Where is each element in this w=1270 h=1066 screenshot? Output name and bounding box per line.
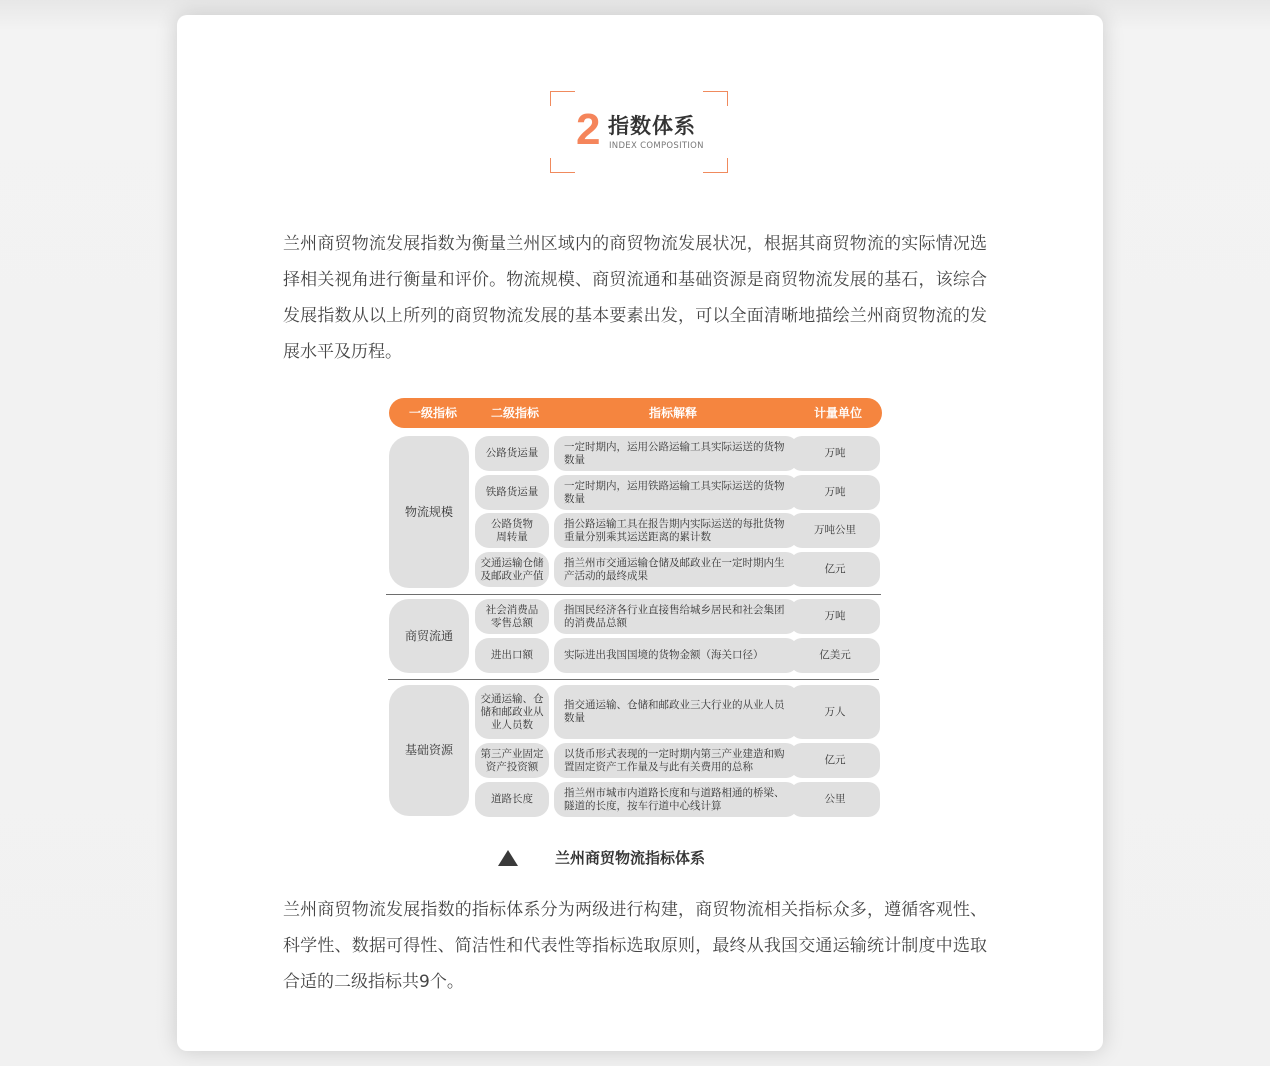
indicator-name: 铁路货运量 (475, 475, 549, 510)
header-level1: 一级指标 (408, 406, 457, 420)
indicator-desc: 指公路运输工具在报告期内实际运送的每批货物重量分别乘其运送距离的累计数 (554, 513, 798, 548)
indicator-name: 公路货运量 (475, 436, 549, 471)
frame-corner (703, 91, 728, 106)
table-header (389, 398, 882, 428)
summary-paragraph: 兰州商贸物流发展指数的指标体系分为两级进行构建，商贸物流相关指标众多，遵循客观性、科学性、数据可得性、简洁性和代表性等指标选取原则，最终从我国交通运输统计制度中选取合适的二级指标共9个。 (283, 900, 987, 992)
indicator-name: 交通运输仓储及邮政业产值 (475, 552, 549, 587)
section-heading (550, 91, 728, 173)
indicator-desc: 一定时期内，运用铁路运输工具实际运送的货物数量 (554, 475, 798, 510)
indicator-desc: 指交通运输、仓储和邮政业三大行业的从业人员数量 (554, 685, 798, 739)
indicator-name: 进出口额 (475, 638, 549, 673)
indicator-unit: 万吨 (790, 436, 880, 471)
indicator-name: 道路长度 (475, 782, 549, 817)
header-explanation: 指标解释 (648, 406, 697, 420)
indicator-unit: 万吨 (790, 475, 880, 510)
header-unit: 计量单位 (813, 406, 862, 420)
triangle-up-icon (498, 850, 518, 866)
indicator-desc: 指兰州市城市内道路长度和与道路相通的桥梁、隧道的长度，按车行道中心线计算 (554, 782, 798, 817)
indicator-desc: 以货币形式表现的一定时期内第三产业建造和购置固定资产工作量及与此有关费用的总称 (554, 743, 798, 778)
frame-corner (550, 158, 575, 173)
caption-text: 兰州商贸物流指标体系 (555, 849, 706, 867)
indicator-unit: 亿元 (790, 743, 880, 778)
indicator-name: 社会消费品零售总额 (475, 599, 549, 634)
header-level2: 二级指标 (490, 406, 539, 420)
index-system-table (386, 398, 883, 818)
frame-corner (550, 91, 575, 106)
indicator-unit: 万人 (790, 685, 880, 739)
section-subtitle: INDEX COMPOSITION (609, 141, 704, 151)
indicator-unit: 亿元 (790, 552, 880, 587)
indicator-name: 公路货物周转量 (475, 513, 549, 548)
category-logistics-scale: 物流规模 (389, 436, 469, 588)
intro-paragraph: 兰州商贸物流发展指数为衡量兰州区域内的商贸物流发展状况，根据其商贸物流的实际情况选择相关视角进行衡量和评价。物流规模、商贸流通和基础资源是商贸物流发展的基石，该综合发展指数从以上所列的商贸物流发展的基本要素出发，可以全面清晰地描绘兰州商贸物流的发展水平及历程。 (283, 234, 987, 362)
section-number: 2 (576, 105, 601, 154)
indicator-unit: 公里 (790, 782, 880, 817)
category-trade-circulation: 商贸流通 (389, 599, 469, 673)
group-divider (388, 679, 879, 680)
indicator-unit: 万吨公里 (790, 513, 880, 548)
indicator-name: 第三产业固定资产投资额 (475, 743, 549, 778)
group-divider (386, 594, 881, 595)
indicator-desc: 指国民经济各行业直接售给城乡居民和社会集团的消费品总额 (554, 599, 798, 634)
section-title: 指数体系 (608, 114, 696, 138)
indicator-name: 交通运输、仓储和邮政业从业人员数 (475, 685, 549, 739)
indicator-desc: 指兰州市交通运输仓储及邮政业在一定时期内生产活动的最终成果 (554, 552, 798, 587)
indicator-unit: 亿美元 (790, 638, 880, 673)
indicator-desc: 一定时期内，运用公路运输工具实际运送的货物数量 (554, 436, 798, 471)
frame-corner (703, 158, 728, 173)
category-basic-resources: 基础资源 (389, 685, 469, 816)
indicator-unit: 万吨 (790, 599, 880, 634)
indicator-desc: 实际进出我国国境的货物金额（海关口径） (554, 638, 798, 673)
